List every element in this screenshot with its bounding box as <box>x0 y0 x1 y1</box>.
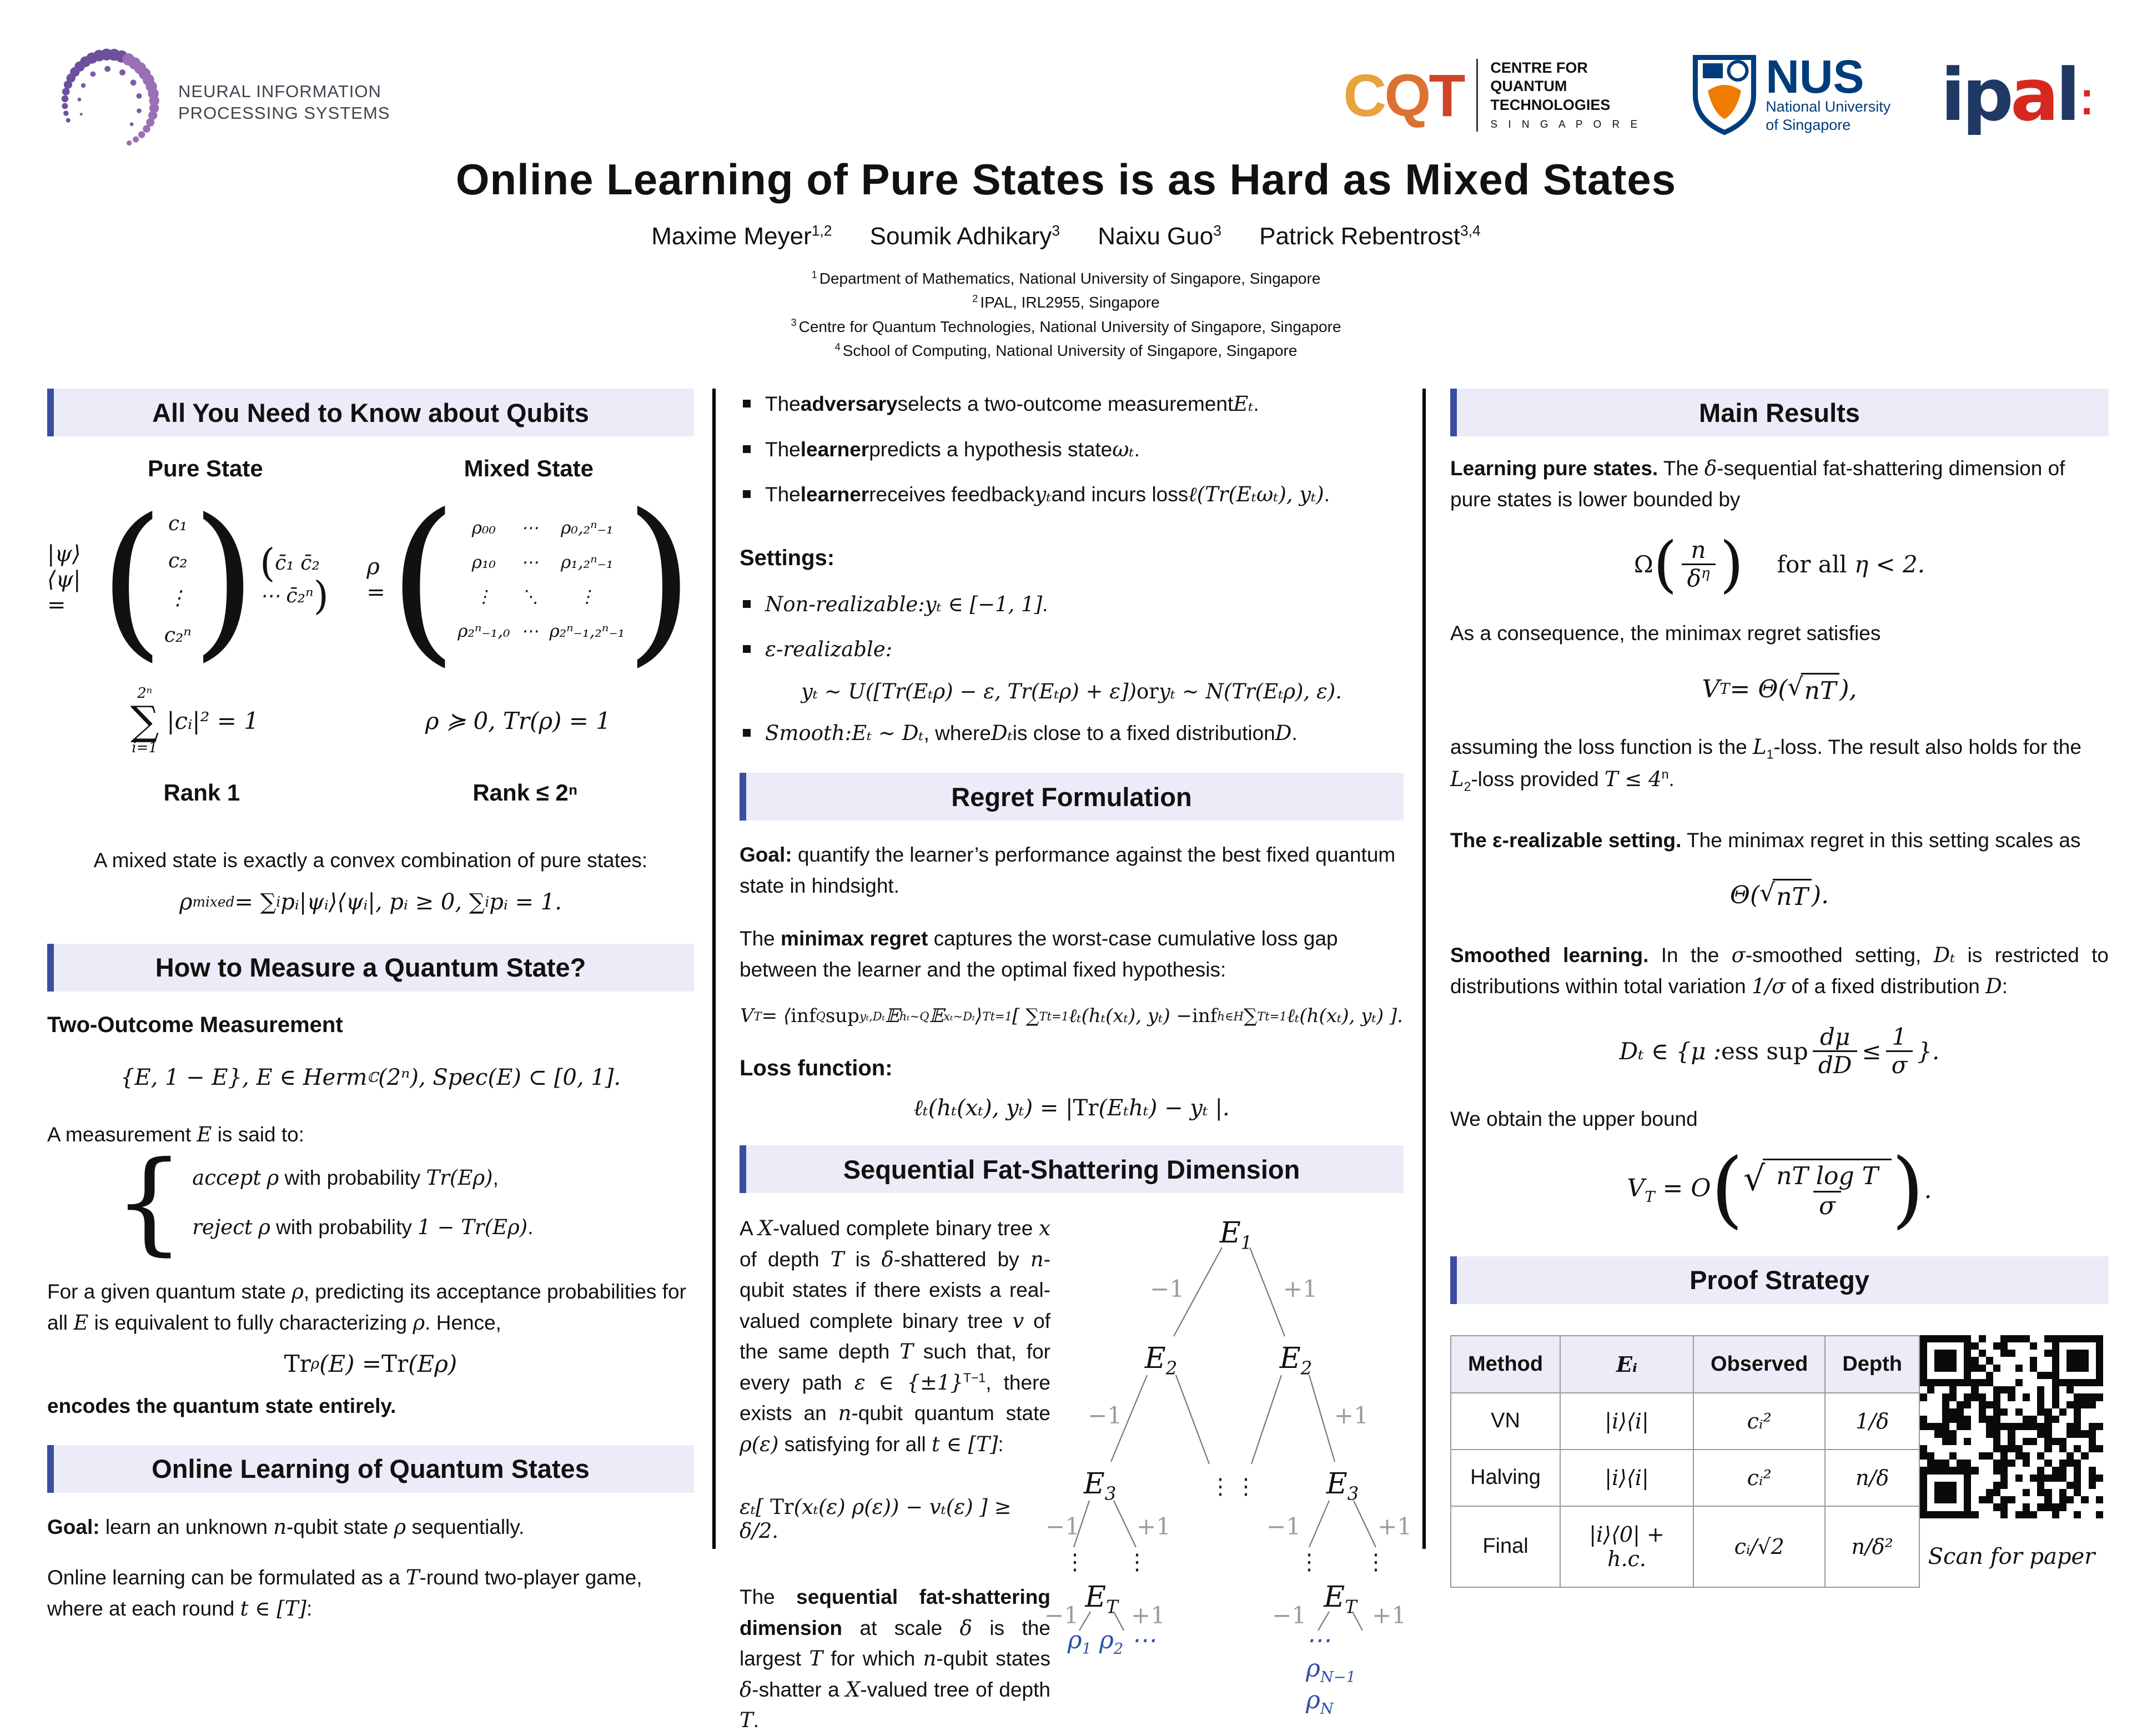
scan-caption: Scan for paper <box>1928 1543 2095 1569</box>
learner-feedback-bullet: The learner receives feedback yₜ and incurs loss ℓ(Tr(Eₜωₜ), yₜ) . <box>740 479 1404 510</box>
tree-node-E3: $E_3$ <box>1326 1467 1359 1504</box>
dimension-text: The sequential fat-shattering dimension at scale δ is the largest T for which n-qubit states δ-shatter a X-valued tree of depth T. <box>740 1586 1050 1732</box>
affiliation: $^2$ IPAL, IRL2955, Singapore <box>972 293 1160 311</box>
neurips-logo <box>47 39 390 167</box>
pure-state-vector: c₁ c₂ ⋮ c₂ⁿ <box>164 512 192 647</box>
mixed-state-heading: Mixed State <box>464 455 594 481</box>
adversary-bullet: The adversary selects a two-outcome measurement Eₜ . <box>740 389 1404 420</box>
affiliations <box>0 266 2132 363</box>
cqt-wordmark: CQT <box>1343 61 1464 129</box>
pure-state-rowvec: (c̄₁ c̄₂ ⋯ c̄₂ⁿ) <box>259 540 329 618</box>
tree-leaf-rho-right: ⋯ $\rho_{N-1}$ $\rho_N$ <box>1306 1626 1356 1718</box>
pure-state-lhs: |ψ⟩⟨ψ| = <box>47 541 81 618</box>
table-row: Final |i⟩⟨0| + h.c. cᵢ/√2 n/δ² <box>1451 1506 1919 1587</box>
minimax-regret-equation: V T = ⟨ inf Q sup yₜ,Dₜ 𝔼 hₜ∼Q 𝔼 xₜ∼Dₜ ⟩ T t=1 [ ∑ T t=1 ℓₜ(hₜ(xₜ), yₜ) − inf h∈H ∑ T t=1 ℓₜ(h(xₜ), yₜ) ]. <box>740 1005 1403 1027</box>
measurement-equation: {E, 1 − E}, E ∈ Herm ℂ (2ⁿ), Spec(E) ⊂ [0, 1]. <box>120 1064 621 1090</box>
omega-bound-equation: Ω ( $\frac{n}{\delta^\eta}$ ) for all η < 2. <box>1633 529 1925 600</box>
tree-node-E3: $E_3$ <box>1083 1467 1117 1504</box>
accept-reject-block <box>114 1138 694 1267</box>
qr-code <box>1920 1335 2103 1518</box>
author: Patrick Rebentrost$^{3,4}$ <box>1259 222 1481 250</box>
learning-pure-states-text: Learning pure states. The δ-sequential fat-shattering dimension of pure states is lower bounded by <box>1450 456 2065 511</box>
column-regret <box>740 389 1412 1736</box>
rank-pure: Rank 1 <box>163 779 240 806</box>
section-header-proof-strategy: Proof Strategy <box>1450 1256 2109 1304</box>
nus-wordmark: NUS <box>1766 50 1864 103</box>
proof-strategy-row <box>1450 1335 2109 1588</box>
proof-strategy-table <box>1450 1335 1920 1588</box>
author: Soumik Adhikary$^3$ <box>869 222 1060 250</box>
mixed-psd-condition: ρ ≽ 0, Tr(ρ) = 1 <box>425 707 611 734</box>
neurips-text-line1: NEURAL INFORMATION <box>178 82 381 102</box>
author: Maxime Meyer$^{1,2}$ <box>651 222 832 250</box>
goal-line: Goal: learn an unknown n-qubit state ρ sequentially. <box>47 1514 525 1539</box>
pure-state-heading: Pure State <box>147 455 263 481</box>
settings-heading: Settings: <box>740 545 835 570</box>
eps-realizable-bullet: ε-realizable: <box>740 634 1404 665</box>
partner-logos <box>1343 50 2093 137</box>
online-game-text: Online learning can be formulated as a T-round two-player game, where at each round t ∈ [T]: <box>47 1566 642 1621</box>
brace-icon: { <box>114 1138 185 1267</box>
loss-function-heading: Loss function: <box>740 1056 893 1080</box>
assuming-text: assuming the loss function is the $L_1$-loss. The result also holds for the $L_2$-loss provided $T \le 4^n$. <box>1450 735 2081 794</box>
given-text: For a given quantum state ρ, predicting its acceptance probabilities for all E is equivalent to fully characterizing ρ. Hence, <box>47 1280 686 1335</box>
tree-node-E2: $E_2$ <box>1279 1342 1313 1379</box>
neurips-text-line2: PROCESSING SYSTEMS <box>178 103 390 123</box>
section-header-online-learning: Online Learning of Quantum States <box>47 1445 694 1493</box>
regret-goal-line: Goal: quantify the learner’s performance against the best fixed quantum state in hindsight. <box>740 843 1396 897</box>
accept-line: accept ρ with probability Tr(Eρ), <box>192 1165 499 1190</box>
cqt-logo-text: CENTRE FOR QUANTUM TECHNOLOGIES S I N G A P O R E <box>1476 59 1641 132</box>
normalization-row <box>47 686 694 755</box>
table-row: Halving |i⟩⟨i| cᵢ² n/δ <box>1451 1450 1919 1506</box>
theta-scaling-equation: Θ( √ nT ). <box>1729 879 1829 912</box>
affiliation: $^3$ Centre for Quantum Technologies, National University of Singapore, Singapore <box>791 317 1341 335</box>
reject-line: reject ρ with probability 1 − Tr(Eρ). <box>192 1215 534 1239</box>
smoothed-distribution-equation: Dₜ ∈ {μ : ess sup $\frac{d\mu}{dD}$ ≤ $\frac{1}{\sigma}$ }. <box>1619 1023 1940 1079</box>
minimax-theta-equation: V T = Θ( √ nT ), <box>1702 673 1857 706</box>
ipal-dots-icon: ⁚ <box>2080 84 2093 123</box>
section-header-fat-shattering: Sequential Fat-Shattering Dimension <box>740 1145 1404 1193</box>
affiliation: $^4$ School of Computing, National University of Singapore, Singapore <box>834 341 1298 360</box>
state-subheads <box>47 455 694 482</box>
table-row: VN |i⟩⟨i| cᵢ² 1/δ <box>1451 1393 1919 1450</box>
neurips-swirl-icon <box>47 39 175 167</box>
nus-shield-icon <box>1691 53 1758 137</box>
fat-shattering-block <box>740 1213 1412 1736</box>
section-header-qubits: All You Need to Know about Qubits <box>47 389 694 436</box>
said-to-text: A measurement E is said to: <box>47 1122 304 1146</box>
tree-node-ET: $E_T$ <box>1324 1581 1357 1618</box>
affiliation: $^1$ Department of Mathematics, National University of Singapore, Singapore <box>811 269 1321 287</box>
upper-bound-text: We obtain the upper bound <box>1450 1107 1698 1130</box>
column-results <box>1450 389 2109 1588</box>
smooth-bullet: Smooth: Eₜ ∼ Dₜ , where Dₜ is close to a fixed distribution D . <box>740 718 1404 749</box>
eps-realizable-equation: yₜ ∼ U([Tr(Eₜρ) − ε, Tr(Eₜρ) + ε]) or yₜ ∼ N(Tr(Eₜρ), ε). <box>801 679 1342 703</box>
eps-realizable-setting-text: The ε-realizable setting. The minimax regret in this setting scales as <box>1450 828 2081 852</box>
tree-node-E1: $E_1$ <box>1219 1216 1253 1254</box>
cqt-logo <box>1343 59 1641 132</box>
section-header-main-results: Main Results <box>1450 389 2109 436</box>
qr-block <box>1920 1335 2103 1569</box>
encodes-text: encodes the quantum state entirely. <box>47 1395 396 1417</box>
section-header-measure: How to Measure a Quantum State? <box>47 944 694 992</box>
shattering-tree-diagram: $E_1$ −1 +1 $E_2$ $E_2$ −1 +1 $E_3$ ⋮ ⋮ $E_3$ −1 +1 −1 +1 ⋮ ⋮ ⋮ ⋮ $E_T$ $E_T$ −1 +1 −1 +1 $\rho_1$ $\rho_2$ ⋯ ⋯ $\rho_{N-1}$ $\rho_N$ <box>1058 1213 1402 1652</box>
tree-leaf-rho-left: $\rho_1$ $\rho_2$ ⋯ <box>1067 1626 1156 1658</box>
consequence-text: As a consequence, the minimax regret satisfies <box>1450 621 1881 645</box>
minimax-text: The minimax regret captures the worst-case cumulative loss gap between the learner and the optimal fixed hypothesis: <box>740 927 1338 981</box>
mixed-state-matrix: ρ₀₀ ⋯ ρ₀,₂ⁿ₋₁ ρ₁₀ ⋯ ρ₁,₂ⁿ₋₁ ⋮ ⋱ ⋮ ρ₂ⁿ₋₁,₀ ⋯ ρ₂ⁿ₋₁,₂ⁿ₋₁ <box>457 518 625 641</box>
convex-equation: ρ mixed = ∑ i pᵢ|ψᵢ⟩⟨ψᵢ|, pᵢ ≥ 0, ∑ i pᵢ = 1. <box>179 889 562 915</box>
nus-logo <box>1691 50 1891 137</box>
tree-node-ET: $E_T$ <box>1085 1581 1118 1618</box>
ipal-logo: ipal ⁚ <box>1940 53 2093 137</box>
state-equations: |ψ⟩⟨ψ| = ( c₁ c₂ ⋮ c₂ⁿ ) (c̄₁ c̄₂ ⋯ c̄₂ⁿ) ρ = ( ρ₀₀ ⋯ ρ₀,₂ⁿ₋₁ ρ₁₀ ⋯ ρ₁,₂ⁿ₋₁ ⋮ ⋱ ⋮ ρ₂ⁿ₋₁,₀ ⋯ ρ₂ⁿ₋₁,₂ⁿ₋₁ ) <box>47 476 694 683</box>
tr-equation: Tr ρ (E) = Tr (Eρ) <box>284 1350 457 1377</box>
non-realizable-bullet: Non-realizable: yₜ ∈ [−1, 1] . <box>740 589 1404 620</box>
smoothed-learning-text: Smoothed learning. In the σ-smoothed setting, Dₜ is restricted to distributions within total variation 1/σ of a fixed distribution D: <box>1450 943 2109 998</box>
learner-predict-bullet: The learner predicts a hypothesis state ωₜ . <box>740 434 1404 465</box>
rank-row <box>47 779 694 806</box>
upper-bound-equation: $V_T = O$ ( √ $\frac{\text{nT log T}}{\sigma}$ ) . <box>1627 1141 1932 1238</box>
fat-shattering-text: A X-valued complete binary tree x of depth T is δ-shattered by n-qubit states if there exists a real-valued complete binary tree v of the same depth T such that, for every path ε ∈ $\{\pm 1\}^{T-1}$, there exists an n-qubit quantum state ρ(ε) satisfying for all t ∈ [T]: <box>740 1216 1051 1456</box>
table-header-row: Method Eᵢ Observed Depth <box>1451 1336 1919 1393</box>
column-separator <box>712 389 716 1549</box>
section-header-regret: Regret Formulation <box>740 773 1404 821</box>
column-separator <box>1422 389 1426 1549</box>
author: Naixu Guo$^3$ <box>1098 222 1221 250</box>
neurips-logo-text <box>178 81 390 124</box>
nus-logo-subtext: National University of Singapore <box>1766 98 1891 133</box>
shatter-equation: εₜ[ Tr(xₜ(ε) ρ(ε)) − vₜ(ε) ] ≥ δ/2. <box>740 1495 1012 1543</box>
rank-mixed: Rank ≤ 2ⁿ <box>472 779 578 806</box>
convex-text: A mixed state is exactly a convex combination of pure states: <box>93 849 648 872</box>
mixed-state-lhs: ρ = <box>366 554 385 605</box>
page-title: Online Learning of Pure States is as Hard as Mixed States <box>455 155 1677 204</box>
column-qubits <box>47 389 694 1624</box>
pure-normalization: 2ⁿ ∑ i=1 |cᵢ|² = 1 <box>130 685 259 756</box>
tree-node-E2: $E_2$ <box>1144 1342 1178 1379</box>
author-line <box>0 222 2132 250</box>
two-outcome-heading: Two-Outcome Measurement <box>47 1012 343 1037</box>
loss-function-equation: ℓₜ(hₜ(xₜ), yₜ) = | Tr (Eₜhₜ) − yₜ |. <box>913 1095 1230 1121</box>
